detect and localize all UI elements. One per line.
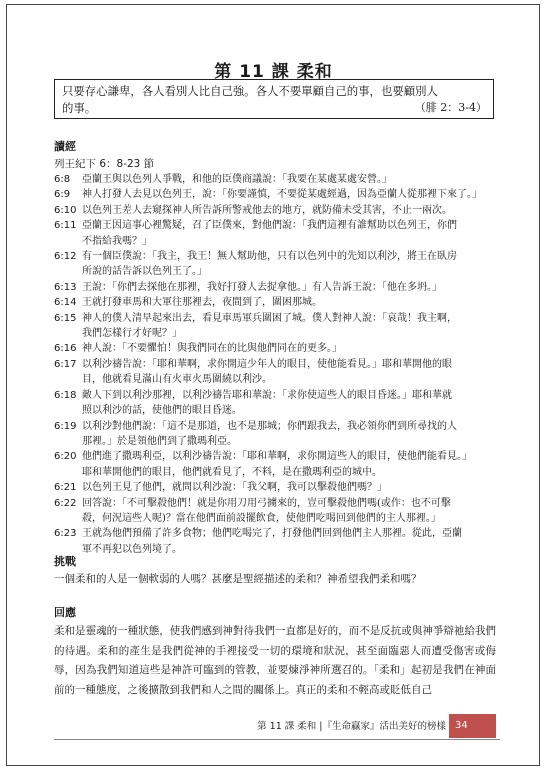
challenge-text: 一個柔和的人是一個軟弱的人嗎？甚麼是聖經描述的柔和？神希望我們柔和嗎？ (54, 573, 422, 585)
lesson-title: 第 11 課 柔和 (214, 62, 333, 82)
verse-row (54, 449, 494, 464)
verse-text: 敵人下到以利沙那裡，以利沙禱告耶和華說：「求你使這些人的眼目昏迷。」耶和華就 (82, 389, 452, 401)
verse-row (54, 311, 494, 326)
verse-text: 軍不再犯以色列境了。 (82, 543, 182, 555)
memory-verse-reference: （腓 2：3-4） (414, 101, 487, 114)
verse-text: 以利沙對他們說：「這不是那道，也不是那城；你們跟我去，我必領你們到所尋找的人 (82, 420, 457, 432)
verse-row (54, 511, 494, 526)
verse-number (54, 264, 82, 279)
verse-text: 有一個臣僕說：「我主，我王！無人幫助他，只有以色列中的先知以利沙，將王在臥房 (82, 251, 457, 263)
verse-row (54, 249, 494, 264)
reading-heading: 讀經 (54, 140, 76, 153)
verse-row (54, 187, 494, 202)
verse-row (54, 280, 494, 295)
verse-row (54, 295, 494, 310)
verse-number: 6:8 (54, 174, 71, 185)
verse-number (54, 403, 82, 418)
verse-text: 以利沙禱告說：「耶和華啊，求你開這少年人的眼目，使他能看見。」耶和華開他的眼 (82, 358, 452, 370)
verse-number: 6:12 (54, 251, 77, 263)
verse-text: 目，他就看見滿山有火車火馬圍繞以利沙。 (82, 374, 272, 386)
verse-row (54, 357, 494, 372)
verse-row (54, 264, 494, 279)
verse-text: 他們進了撒瑪利亞，以利沙禱告說：「耶和華啊，求你開這些人的眼目，使他們能看見。」 (82, 451, 472, 463)
memory-verse-line-2: 的事。 (62, 101, 97, 115)
verse-text: 不指給我嗎？」 (82, 235, 152, 247)
verse-text: 亞蘭王因這事心裡驚疑，召了臣僕來，對他們說：「我們這裡有誰幫助以色列王，你們 (82, 220, 457, 232)
verse-text: 照以利沙的話，使他們的眼目昏迷。 (82, 405, 242, 417)
verse-text: 神人的僕人清早起來出去，看見車馬軍兵圍困了城。僕人對神人說：「哀哉！我主啊， (82, 312, 457, 324)
verse-list (54, 172, 494, 557)
memory-verse-line-1: 只要存心謙卑，各人看別人比自己強。各人不要單顧自己的事，也要顧別人 (62, 84, 438, 98)
reading-reference: 列王紀下 6：8-23 節 (54, 158, 155, 170)
verse-text: 神人說：「不要懼怕！與我們同在的比與他們同在的更多。」 (82, 343, 342, 355)
verse-text: 回答說：「不可擊殺他們！就是你用刀用弓擄來的，豈可擊殺他們嗎(或作：也不可擊 (82, 497, 451, 509)
verse-row (54, 326, 494, 341)
verse-row (54, 526, 494, 541)
verse-number (54, 234, 82, 249)
verse-number: 6:11 (54, 220, 77, 232)
verse-number (54, 434, 82, 449)
challenge-heading: 挑戰 (54, 555, 76, 568)
verse-text: 殺，何況這些人呢)？當在他們面前設擺飲食，使他們吃喝回到他們的主人那裡。」 (82, 512, 441, 524)
response-heading: 回應 (54, 606, 76, 619)
verse-number: 6:13 (54, 281, 77, 293)
verse-row (54, 434, 494, 449)
verse-text: 耶和華開他們的眼目，他們就看見了，不料，是在撒瑪利亞的城中。 (82, 466, 382, 478)
verse-row (54, 372, 494, 387)
verse-number (54, 465, 82, 480)
verse-text: 以色列王差人去窺探神人所告訴所警戒他去的地方，就防備未受其害，不止一兩次。 (82, 204, 452, 216)
verse-number: 6:18 (54, 389, 77, 401)
verse-text: 亞蘭王與以色列人爭戰，和他的臣僕商議說：「我要在某處某處安營。」 (82, 174, 392, 185)
verse-number: 6:16 (54, 343, 77, 355)
verse-number: 6:15 (54, 312, 77, 324)
verse-number: 6:21 (54, 482, 77, 494)
verse-number (54, 511, 82, 526)
verse-text: 王說：「你們去探他在那裡，我好打發人去捉拿他。」有人告訴王說：「他在多坍。」 (82, 281, 442, 293)
verse-number: 6:19 (54, 420, 77, 432)
verse-row (54, 203, 494, 218)
footer-text: 第 11 課 柔和 |『生命贏家』活出美好的榜樣 (257, 721, 446, 732)
page-number: 34 (449, 714, 496, 738)
verse-row (54, 542, 494, 557)
verse-row (54, 388, 494, 403)
verse-number: 6:20 (54, 451, 77, 463)
verse-number: 6:10 (54, 204, 77, 216)
verse-row (54, 234, 494, 249)
verse-row (54, 465, 494, 480)
verse-number: 6:22 (54, 497, 77, 509)
verse-row (54, 480, 494, 495)
verse-text: 所說的話告訴以色列王了。」 (82, 266, 207, 278)
verse-row (54, 218, 494, 233)
verse-number (54, 372, 82, 387)
verse-number: 6:23 (54, 528, 77, 540)
footer-divider (54, 739, 500, 740)
verse-number (54, 326, 82, 341)
verse-text: 神人打發人去見以色列王，說：「你要謹慎，不要從某處經過，因為亞蘭人從那裡下來了。」 (82, 189, 482, 201)
verse-text: 我們怎樣行才好呢？」 (82, 328, 182, 340)
verse-row (54, 403, 494, 418)
verse-row (54, 496, 494, 511)
verse-number: 6:17 (54, 358, 77, 370)
verse-number: 6:9 (54, 189, 71, 201)
verse-number: 6:14 (54, 297, 77, 309)
verse-row (54, 341, 494, 356)
response-text: 柔和是靈魂的一種狀態，使我們感到神對待我們一直都是好的，而不是反抗或與神爭辯祂給我們的待遇。柔和的產生是我們從神的手裡接受一切的環境和狀況，甚至面臨惡人而遭受傷害或侮辱，因為我們知道這些是神許可臨到的管教，並要煉淨神所選召的。「柔和」起初是我們在神面前的一種態度，之後擴散到我們和人之間的關係上。真正的柔和不輕高或貶低自己 (54, 625, 496, 696)
verse-text: 那裡。」於是領他們到了撒瑪利亞。 (82, 435, 237, 447)
verse-text: 以色列王見了他們，就問以利沙說：「我父啊，我可以擊殺他們嗎？」 (82, 482, 387, 494)
verse-text: 王就打發車馬和大軍往那裡去，夜間到了，圍困那城。 (82, 297, 322, 309)
verse-row (54, 172, 494, 187)
verse-text: 王就為他們預備了許多食物；他們吃喝完了，打發他們回到他們主人那裡。從此，亞蘭 (82, 528, 462, 540)
verse-row (54, 419, 494, 434)
memory-verse-box (54, 79, 494, 119)
